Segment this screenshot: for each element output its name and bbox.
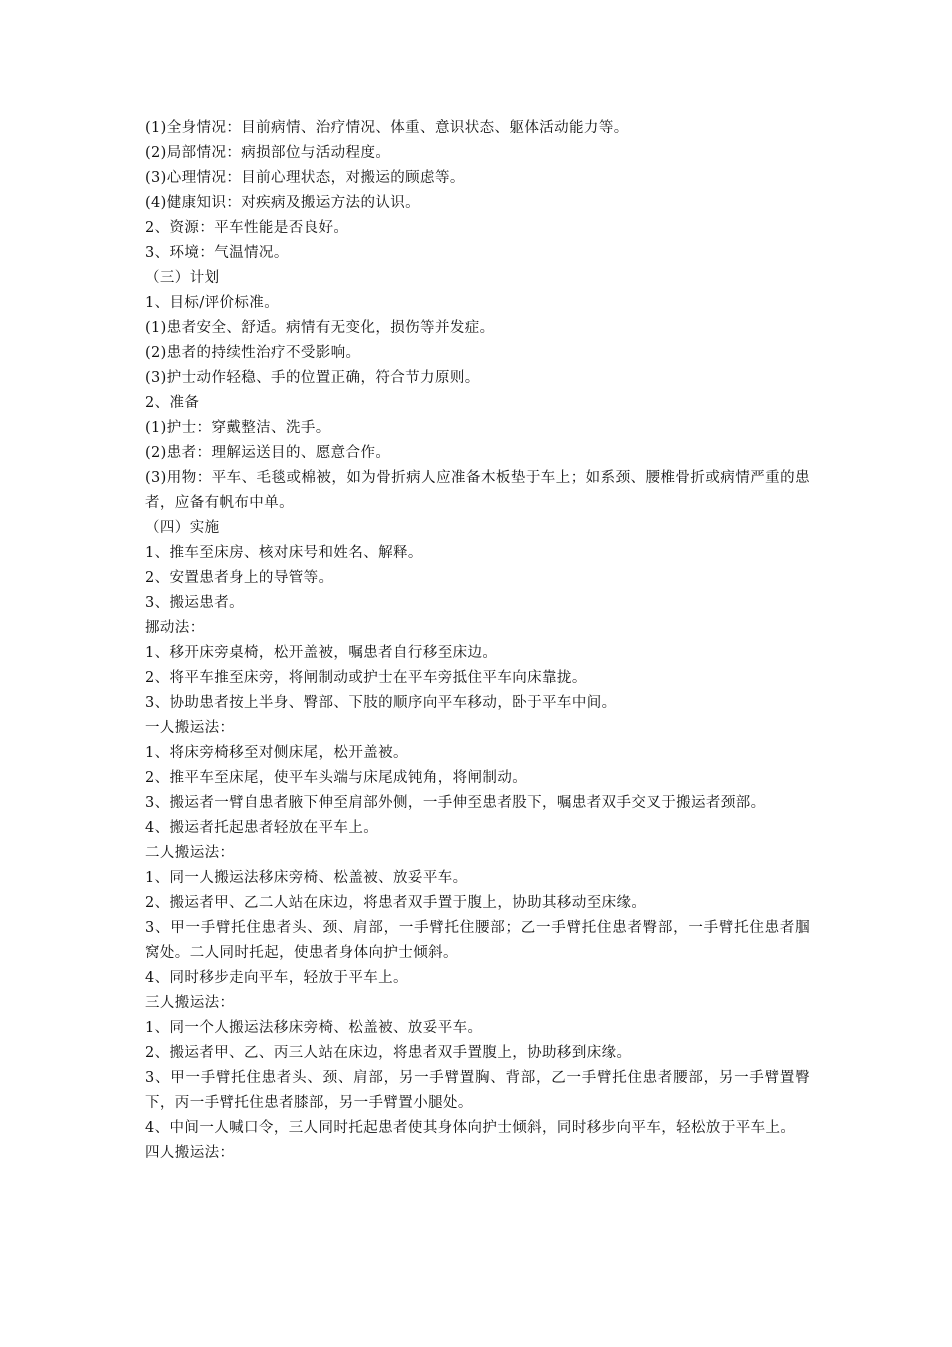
text-line: (1)患者安全、舒适。病情有无变化，损伤等并发症。 xyxy=(145,320,495,336)
text-paragraph: 3、甲一手臂托住患者头、颈、肩部，一手臂托住腰部；乙一手臂托住患者臀部，一手臂托住患者腘窝处。二人同时托起，使患者身体向护士倾斜。 xyxy=(145,920,810,961)
text-line: 3、搬运患者。 xyxy=(145,595,245,611)
text-line: 3、协助患者按上半身、臀部、下肢的顺序向平车移动，卧于平车中间。 xyxy=(145,695,617,711)
text-line: 2、资源：平车性能是否良好。 xyxy=(145,220,349,236)
section-heading: （四）实施 xyxy=(145,520,220,536)
subheading: 挪动法： xyxy=(145,620,205,636)
subheading: 四人搬运法： xyxy=(145,1145,235,1161)
section-heading: （三）计划 xyxy=(145,270,220,286)
text-line: 4、同时移步走向平车，轻放于平车上。 xyxy=(145,970,408,986)
text-line: (2)患者：理解运送目的、愿意合作。 xyxy=(145,445,391,461)
text-line: 1、同一个人搬运法移床旁椅、松盖被、放妥平车。 xyxy=(145,1020,483,1036)
text-line: 1、目标/评价标准。 xyxy=(145,295,280,311)
text-line: (4)健康知识：对疾病及搬运方法的认识。 xyxy=(145,195,421,211)
text-line: (2)患者的持续性治疗不受影响。 xyxy=(145,345,361,361)
text-line: (3)心理情况：目前心理状态，对搬运的顾虑等。 xyxy=(145,170,465,186)
text-line: 2、安置患者身上的导管等。 xyxy=(145,570,334,586)
subheading: 三人搬运法： xyxy=(145,995,235,1011)
text-line: 1、同一人搬运法移床旁椅、松盖被、放妥平车。 xyxy=(145,870,468,886)
text-line: 1、将床旁椅移至对侧床尾，松开盖被。 xyxy=(145,745,408,761)
text-line: 2、搬运者甲、乙、丙三人站在床边，将患者双手置腹上，协助移到床缘。 xyxy=(145,1045,632,1061)
text-paragraph: (3)用物：平车、毛毯或棉被，如为骨折病人应准备木板垫于车上；如系颈、腰椎骨折或病情严重的患者，应备有帆布中单。 xyxy=(145,470,810,511)
text-line: 1、移开床旁桌椅，松开盖被，嘱患者自行移至床边。 xyxy=(145,645,498,661)
text-line: (1)全身情况：目前病情、治疗情况、体重、意识状态、躯体活动能力等。 xyxy=(145,120,629,136)
text-line: 2、准备 xyxy=(145,395,200,411)
text-line: 2、将平车推至床旁，将闸制动或护士在平车旁抵住平车向床靠拢。 xyxy=(145,670,587,686)
text-paragraph: 3、甲一手臂托住患者头、颈、肩部，另一手臂置胸、背部，乙一手臂托住患者腰部，另一手臂置臀下，丙一手臂托住患者膝部，另一手臂置小腿处。 xyxy=(145,1070,810,1111)
subheading: 一人搬运法： xyxy=(145,720,235,736)
subheading: 二人搬运法： xyxy=(145,845,235,861)
text-paragraph: 4、中间一人喊口令，三人同时托起患者使其身体向护士倾斜，同时移步向平车，轻松放于平车上。 xyxy=(145,1120,796,1136)
text-line: 1、推车至床房、核对床号和姓名、解释。 xyxy=(145,545,423,561)
text-paragraph: 3、搬运者一臂自患者腋下伸至肩部外侧，一手伸至患者股下，嘱患者双手交叉于搬运者颈部。 xyxy=(145,795,766,811)
text-line: (3)护士动作轻稳、手的位置正确，符合节力原则。 xyxy=(145,370,480,386)
text-line: 2、推平车至床尾，使平车头端与床尾成钝角，将闸制动。 xyxy=(145,770,528,786)
text-line: 2、搬运者甲、乙二人站在床边，将患者双手置于腹上，协助其移动至床缘。 xyxy=(145,895,647,911)
document-body xyxy=(145,116,810,1166)
text-line: 4、搬运者托起患者轻放在平车上。 xyxy=(145,820,379,836)
text-line: 3、环境：气温情况。 xyxy=(145,245,289,261)
text-line: (2)局部情况：病损部位与活动程度。 xyxy=(145,145,391,161)
text-line: (1)护士：穿戴整洁、洗手。 xyxy=(145,420,331,436)
